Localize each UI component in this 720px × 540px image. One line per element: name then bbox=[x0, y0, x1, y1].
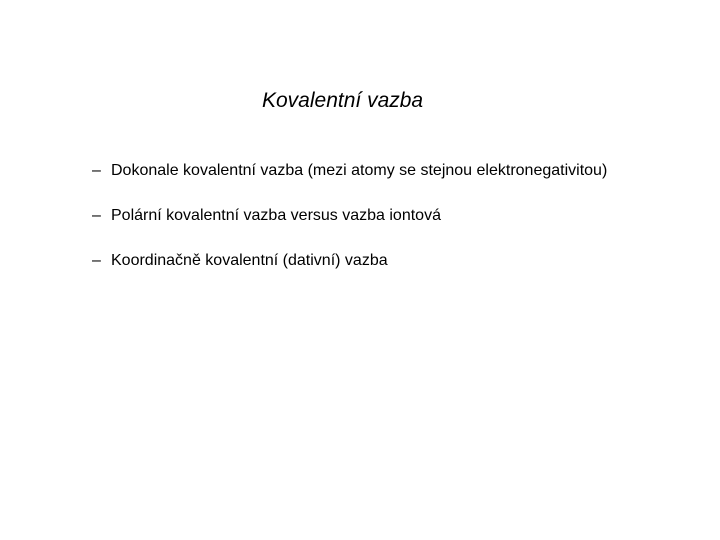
bullet-dash: – bbox=[92, 207, 101, 224]
bullet-item bbox=[92, 252, 607, 274]
bullet-dash: – bbox=[92, 252, 101, 269]
bullet-list bbox=[92, 162, 607, 297]
bullet-text: Koordinačně kovalentní (dativní) vazba bbox=[111, 252, 388, 269]
bullet-text: Polární kovalentní vazba versus vazba iontová bbox=[111, 207, 441, 224]
bullet-item bbox=[92, 207, 607, 229]
bullet-dash: – bbox=[92, 162, 101, 179]
slide-title: Kovalentní vazba bbox=[262, 89, 424, 112]
bullet-item bbox=[92, 162, 607, 184]
bullet-text: Dokonale kovalentní vazba (mezi atomy se stejnou elektronegativitou) bbox=[111, 162, 608, 179]
